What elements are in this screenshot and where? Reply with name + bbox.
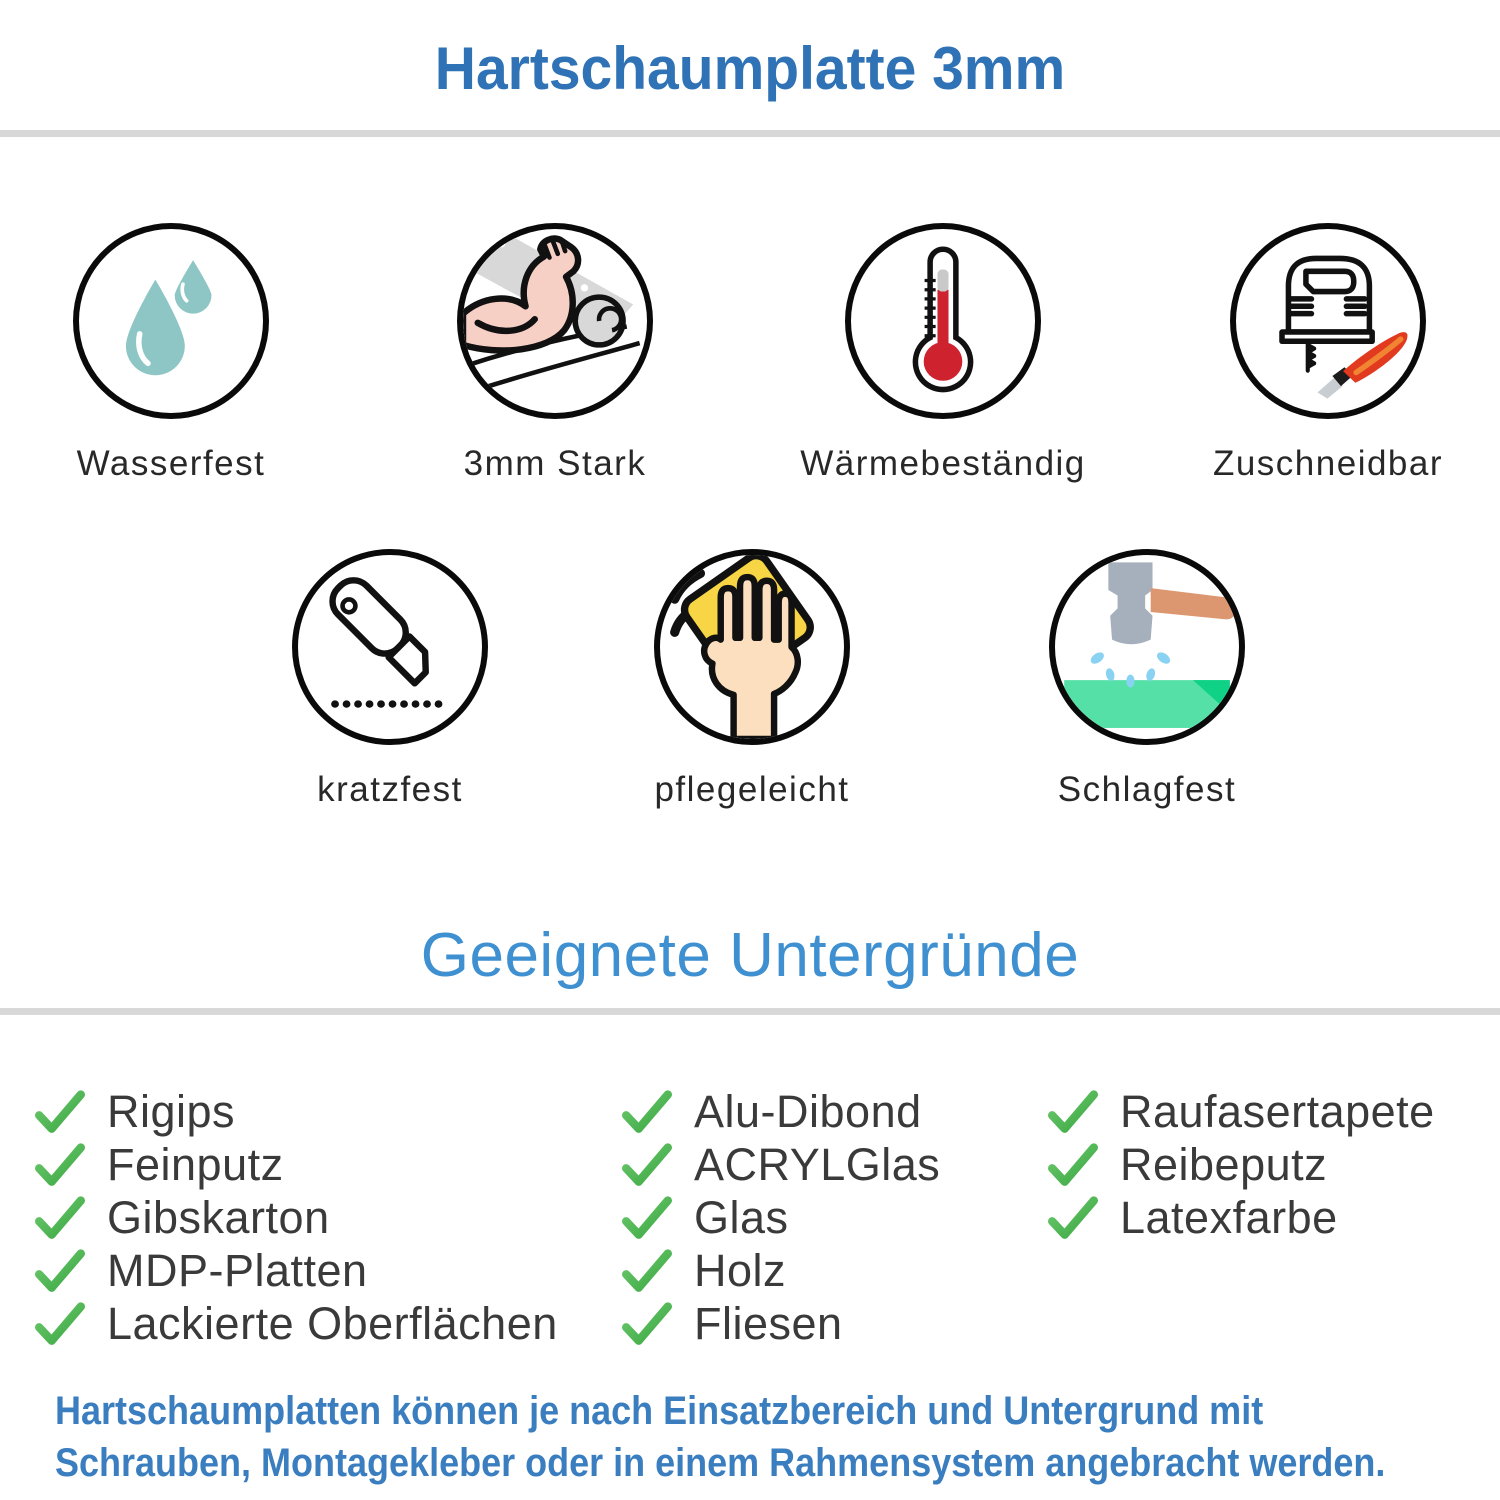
check-icon [35,1196,85,1240]
substrate-row [622,1297,940,1350]
check-icon [1048,1143,1098,1187]
check-icon [35,1302,85,1346]
feature-kratzfest [220,549,560,810]
footnote [55,1385,1385,1489]
substrate-label: Feinputz [107,1138,284,1190]
substrate-row [35,1138,558,1191]
substrate-label: MDP-Platten [107,1244,368,1296]
feature-label: Schlagfest [1057,770,1237,809]
feature-zuschneidbar [1158,223,1498,484]
check-icon [622,1302,672,1346]
substrate-row [35,1297,558,1350]
check-icon [1048,1196,1098,1240]
substrate-column-3 [1048,1085,1435,1244]
substrate-row [35,1191,558,1244]
jigsaw-icon [1236,229,1420,413]
substrate-label: Gibskarton [107,1191,330,1243]
substrate-label: ACRYLGlas [694,1138,941,1190]
cutter-knife-icon [298,555,482,739]
substrate-row [622,1085,940,1138]
substrate-row [622,1244,940,1297]
feature-circle [1049,549,1245,745]
substrate-label: Lackierte Oberflächen [107,1297,558,1349]
feature-circle [1230,223,1426,419]
substrate-label: Fliesen [694,1297,843,1349]
substrate-label: Alu-Dibond [694,1085,922,1137]
divider-bar-top [0,130,1500,137]
footnote-line-1: Hartschaumplatten können je nach Einsatzbereich und Untergrund mit [55,1389,1264,1433]
divider-bar-bottom [0,1008,1500,1015]
page-title: Hartschaumplatte 3mm [434,35,1066,102]
substrate-row [35,1244,558,1297]
substrate-column-2 [622,1085,940,1350]
substrate-label: Reibeputz [1120,1138,1328,1190]
feature-label: Zuschneidbar [1212,444,1444,483]
substrate-column-1 [35,1085,558,1350]
feature-circle [73,223,269,419]
substrate-label: Rigips [107,1085,236,1137]
feature-circle [654,549,850,745]
strong-arm-icon [463,229,647,413]
check-icon [622,1196,672,1240]
feature-3mm-stark [385,223,725,484]
feature-wasserfest [1,223,341,484]
feature-schlagfest [977,549,1317,810]
feature-pflegeleicht [582,549,922,810]
wipe-hand-icon [660,555,844,739]
substrate-label: Holz [694,1244,787,1296]
check-icon [35,1249,85,1293]
feature-label: Wasserfest [76,444,266,483]
footnote-line-2: Schrauben, Montagekleber oder in einem Rahmensystem angebracht werden. [55,1441,1386,1485]
substrate-row [1048,1138,1435,1191]
check-icon [622,1090,672,1134]
feature-label: 3mm Stark [463,444,647,483]
substrate-row [622,1191,940,1244]
feature-circle [457,223,653,419]
substrate-label: Glas [694,1191,789,1243]
substrate-row [622,1138,940,1191]
section-title: Geeignete Untergründe [420,921,1080,990]
substrate-row [35,1085,558,1138]
thermometer-icon [851,229,1035,413]
feature-circle [292,549,488,745]
feature-waermebestaendig [773,223,1113,484]
check-icon [622,1143,672,1187]
check-icon [1048,1090,1098,1134]
feature-circle [845,223,1041,419]
substrate-label: Latexfarbe [1120,1191,1338,1243]
feature-label: kratzfest [317,770,463,809]
substrate-row [1048,1191,1435,1244]
check-icon [35,1090,85,1134]
check-icon [35,1143,85,1187]
substrate-row [1048,1085,1435,1138]
feature-label: Wärmebeständig [800,444,1086,483]
hammer-icon [1055,555,1239,739]
water-drops-icon [79,229,263,413]
substrate-label: Raufasertapete [1120,1085,1435,1137]
feature-label: pflegeleicht [654,770,850,809]
check-icon [622,1249,672,1293]
